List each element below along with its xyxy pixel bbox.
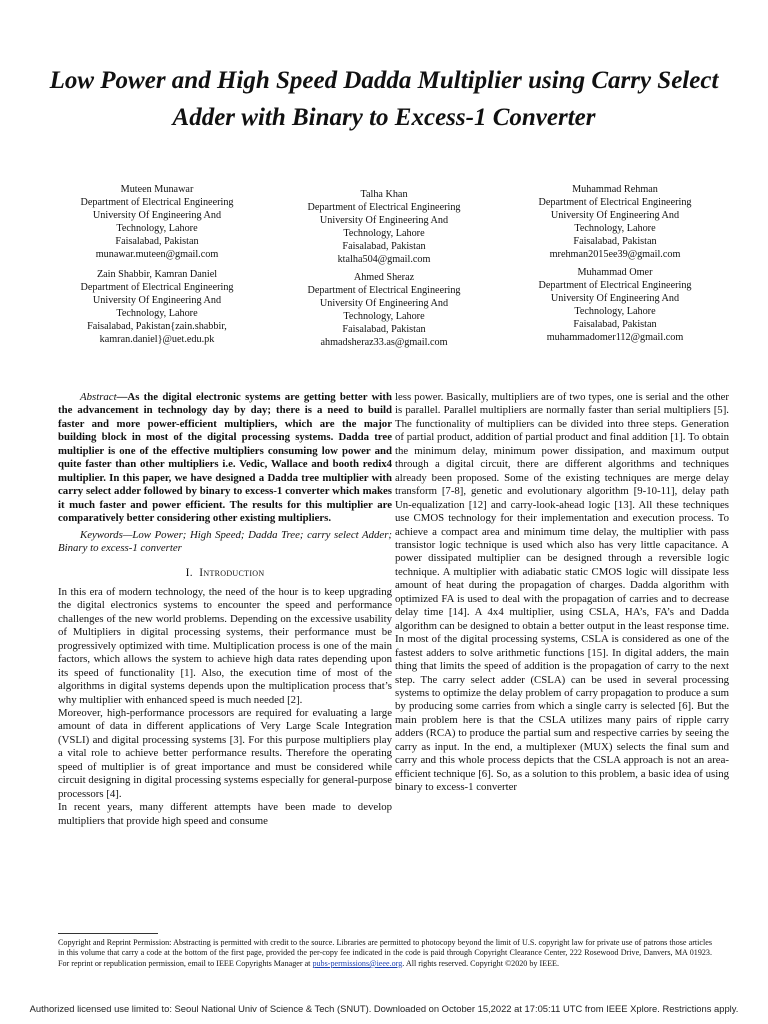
author-block-5 [285, 271, 483, 349]
right-column-text: less power. Basically, multipliers are of two types, one is serial and the other is parallel. Parallel multipliers are normally faster than serial multipliers [5]. The functionality of multipliers can be divided into three steps. Generation of partial product, addition of partial product and final addition [1]. To obtain the minimum delay, minimum power dissipation, and maximum output through a digital circuit, there are different algorithms and techniques already been proposed. Some of the existing techniques are merge delay transform [7-8], genetic and evolutionary algorithm [9-10-11], delay path Un-equalization [12] and carry-look-ahead logic [13]. All these techniques use CMOS technology for their implementation and execution process. To achieve a compact area and minimum time delay, the multiplier with pass transistor logic technique is used which also has very little capacitance. A power dissipated multiplier can be designed through a reversible logic technique. A multiplier with adiabatic static CMOS logic will dissipate less amount of heat during the propagation of charges. Dadda algorithm with optimized FA is used to deal with the propagation of carries and to decrease delay time [14]. A 4x4 multiplier, using CSLA, HA’s, FA’s and Dadda algorithm can be designed to obtain a better output in the least response time. In most of the digital processing systems, CSLA is considered as one of the fastest adders to solve arithmetic functions [15]. In digital adders, the main thing that limits the speed of addition is the propagation of carry to the next step. The carry select adder (CSLA) can be used in several processing systems to optimize the delay problem of carry propagation to produce a sum by producing some carries from which a single carry is selected [6]. But the main problem here is that the CSLA utilizes many pairs of ripple carry adders (RCA) to produce the partial sum and respective carries by seeing the carry as input. In the end, a multiplexer (MUX) selects the final sum and carry and this whole process depicts that the CSLA approach is not an area-efficient technique [6]. So, as a solution to this problem, a basic idea of using binary to excess-1 converter [395, 391, 730, 794]
abstract-lead: Abstract [80, 391, 117, 403]
license-footer: Authorized licensed use limited to: Seoul National Univ of Science & Tech (SNUT). Downloaded on October 15,2022 at 17:05:11 UTC from IEEE Xplore. Restrictions apply. [29, 1003, 739, 1014]
author-dept: Department of Electrical Engineering [538, 280, 692, 291]
author-univ: University Of Engineering And [319, 298, 449, 309]
section-title: Introduction [199, 567, 265, 580]
right-column [395, 391, 729, 795]
author-name: Ahmed Sheraz [353, 272, 415, 283]
author-block-2 [285, 188, 483, 266]
author-block-4 [58, 268, 256, 346]
permissions-email-link[interactable]: pubs-permissions@ieee.org [312, 958, 403, 968]
author-dept: Department of Electrical Engineering [307, 202, 461, 213]
author-univ: Technology, Lahore [116, 308, 198, 319]
author-dept: Department of Electrical Engineering [307, 285, 461, 296]
author-name: Talha Khan [360, 189, 408, 200]
author-univ: University Of Engineering And [319, 215, 449, 226]
author-city: Faisalabad, Pakistan [573, 236, 657, 247]
author-dept: Department of Electrical Engineering [538, 197, 692, 208]
abstract-text: —As the digital electronic systems are getting better with the advancement in technology day by day; there is a need to build faster and more power-efficient multipliers, which are the major building block in most of the digital processing systems. Dadda tree multiplier is one of the effective multipliers consuming low power and quite faster than other multipliers i.e. Vedic, Wallace and booth redix4 multiplier. In this paper, we have designed a Dadda tree multiplier with carry select adder followed by binary to excess-1 converter which makes it much faster and power efficient. The results for this multiplier are comparatively better considering other existing multipliers. [58, 391, 392, 525]
author-city: Faisalabad, Pakistan [342, 324, 426, 335]
left-column [58, 391, 392, 828]
author-city: Faisalabad, Pakistan [573, 319, 657, 330]
author-email: ahmadsheraz33.as@gmail.com [320, 337, 448, 348]
author-dept: Department of Electrical Engineering [80, 197, 234, 208]
author-univ: Technology, Lahore [116, 223, 198, 234]
author-block-1 [58, 183, 256, 261]
author-univ: Technology, Lahore [574, 306, 656, 317]
author-name: Muhammad Omer [577, 267, 653, 278]
author-univ: Technology, Lahore [343, 311, 425, 322]
author-univ: Technology, Lahore [343, 228, 425, 239]
keywords: Keywords—Low Power; High Speed; Dadda Tree; carry select Adder; Binary to excess-1 converter [58, 528, 392, 554]
author-dept: Department of Electrical Engineering [80, 282, 234, 293]
author-name: Zain Shabbir, Kamran Daniel [96, 269, 218, 280]
author-email: kamran.daniel}@uet.edu.pk [99, 334, 215, 345]
intro-paragraph-2: Moreover, high-performance processors are required for evaluating a large amount of data in different applications of Very Large Scale Integration (VSLI) and digital processing systems [3]. For this purpose multipliers play a vital role to achieve better performance results. Therefore the operating speed of multiplier is of great importance and must be considered while circuit designing in digital processing systems especially for general-purpose processors [4]. [58, 706, 392, 800]
author-email: muhammadomer112@gmail.com [546, 332, 684, 343]
footnote-divider [58, 933, 158, 934]
paper-title: Low Power and High Speed Dadda Multiplier using Carry Select Adder with Binary to Excess-1 Converter [49, 67, 719, 131]
author-email: munawar.muteen@gmail.com [95, 249, 219, 260]
author-city: Faisalabad, Pakistan{zain.shabbir, [87, 321, 227, 332]
author-univ: Technology, Lahore [574, 223, 656, 234]
author-univ: University Of Engineering And [550, 293, 680, 304]
section-heading [58, 567, 392, 580]
author-city: Faisalabad, Pakistan [115, 236, 199, 247]
abstract [58, 391, 392, 526]
author-name: Muhammad Rehman [572, 184, 658, 195]
intro-paragraph-1: In this era of modern technology, the need of the hour is to keep upgrading the digital electronics systems to encounter the speed and performance challenges of the new world problems. Depending on the excessive usability of Multipliers in digital processing systems, their performance must be progressively optimized with time. Multiplication process is one of the main factors, which allows the system to achieve high data rates depending upon its speed of functionality [1]. Also, the execution time of most of the algorithms in digital systems depends upon the multiplication process that’s why multiplier with enhanced speed is much needed [2]. [58, 585, 392, 706]
author-email: mrehman2015ee39@gmail.com [549, 249, 681, 260]
author-univ: University Of Engineering And [92, 295, 222, 306]
author-city: Faisalabad, Pakistan [342, 241, 426, 252]
author-univ: University Of Engineering And [92, 210, 222, 221]
section-number: I. [185, 567, 193, 580]
copyright-notice [58, 938, 712, 969]
author-block-3 [516, 183, 714, 261]
author-name: Muteen Munawar [120, 184, 194, 195]
copyright-tail: . All rights reserved. Copyright ©2020 by IEEE. [402, 958, 560, 968]
author-block-6 [516, 266, 714, 344]
intro-paragraph-3: In recent years, many different attempts have been made to develop multipliers that provide high speed and consume [58, 801, 392, 827]
author-univ: University Of Engineering And [550, 210, 680, 221]
copyright-text: Copyright and Reprint Permission: Abstracting is permitted with credit to the source. Libraries are permitted to photocopy beyond the limit of U.S. copyright law for private use of patrons those articles in this volume that carry a code at the bottom of the first page, provided the per-copy fee indicated in the code is paid through Copyright Clearance Center, 222 Rosewood Drive, Danvers, MA 01923. For reprint or republication permission, email to IEEE Copyrights Manager at [58, 938, 712, 968]
author-email: ktalha504@gmail.com [337, 254, 431, 265]
